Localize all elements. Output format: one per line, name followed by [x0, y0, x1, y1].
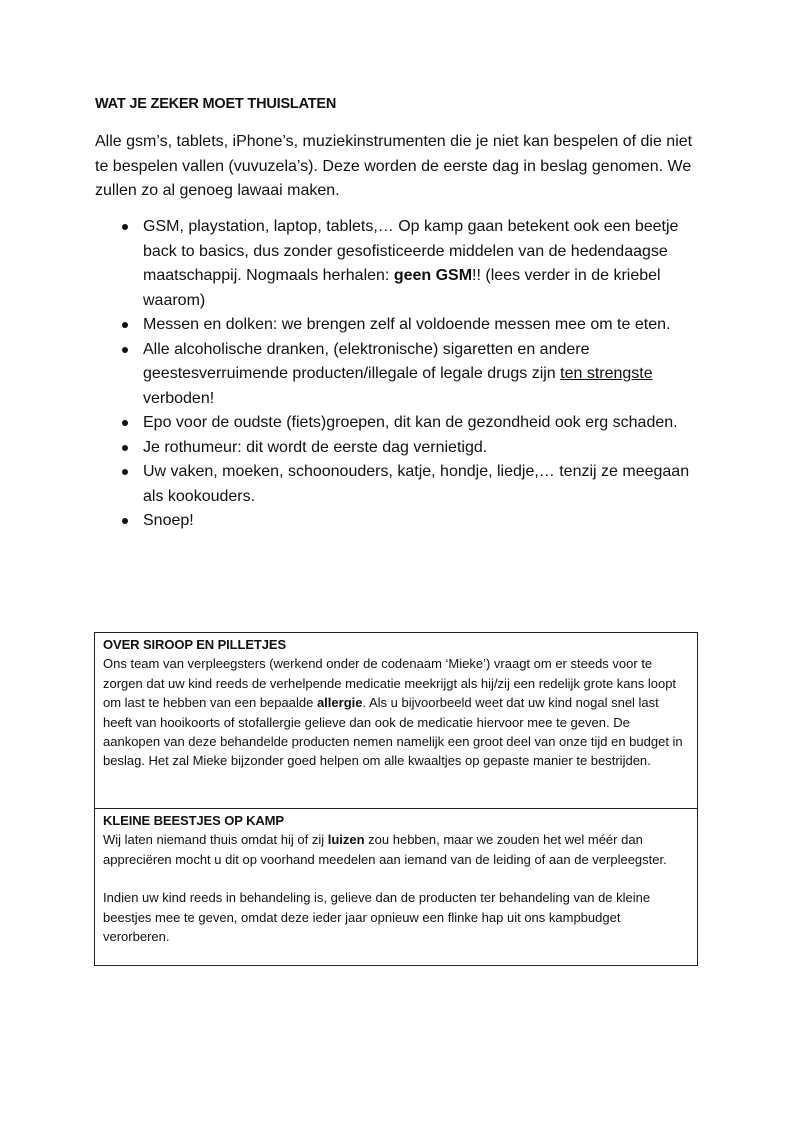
- forbidden-items-list: [122, 215, 697, 534]
- bullet-dot-icon: [122, 322, 128, 328]
- paragraph-gap: [103, 869, 689, 888]
- intro-paragraph: Alle gsm’s, tablets, iPhone’s, muziekinstrumenten die je niet kan bespelen of die niet te bespelen vallen (vuvuzela’s). Deze worden de eerste dag in beslag genomen. We zullen zo al genoeg lawaai maken.: [95, 133, 693, 199]
- info-box-beestjes: [94, 808, 698, 966]
- box-title: OVER SIROOP EN PILLETJES: [103, 637, 287, 652]
- box-text: Ons team van verpleegsters (werkend onder de codenaam ‘Mieke’) vraagt om er steeds voor te zorgen dat uw kind reeds de verhelpende medicatie meekrijgt als hij/zij een redelijk grote kans loopt om last te hebben van een bepaalde allergie. Als u bijvoorbeeld weet dat uw kind nogal snel last heeft van hooikoorts of stofallergie gelieve dan ook de medicatie hiervoor mee te geven. De aankopen van deze behandelde producten nemen namelijk een groot deel van onze tijd en budget in beslag. Het zal Mieke bijzonder goed helpen om alle kwaaltjes op gepaste manier te bestrijden.: [103, 656, 683, 769]
- emphasis-no-gsm: geen GSM: [393, 267, 473, 284]
- bullet-dot-icon: [122, 224, 128, 230]
- emphasis-luizen: luizen: [327, 832, 365, 848]
- section-heading: WAT JE ZEKER MOET THUISLATEN: [95, 96, 337, 112]
- box-text: Wij laten niemand thuis omdat hij of zij luizen zou hebben, maar we zouden het wel méér dan appreciëren mocht u dit op voorhand meedelen aan iemand van de leiding of aan de verpleegster.: [103, 832, 667, 867]
- list-item: Epo voor de oudste (fiets)groepen, dit kan de gezondheid ook erg schaden.: [122, 411, 697, 436]
- underlined-emphasis: ten strengste: [560, 365, 653, 382]
- list-item: GSM, playstation, laptop, tablets,… Op kamp gaan betekent ook een beetje back to basics, dus zonder gesofisticeerde middelen van de hedendaagse maatschappij. Nogmaals herhalen: geen GSM!! (lees verder in de kriebel waarom): [122, 215, 697, 313]
- list-item: Alle alcoholische dranken, (elektronische) sigaretten en andere geestesverruimende producten/illegale of legale drugs zijn ten strengste verboden!: [122, 338, 697, 412]
- bullet-dot-icon: [122, 347, 128, 353]
- list-item: Snoep!: [122, 509, 697, 534]
- box-title: KLEINE BEESTJES OP KAMP: [103, 813, 284, 828]
- bullet-dot-icon: [122, 445, 128, 451]
- box-text: Indien uw kind reeds in behandeling is, gelieve dan de producten ter behandeling van de kleine beestjes mee te geven, omdat deze ieder jaar opnieuw een flinke hap uit ons kampbudget verorberen.: [103, 890, 651, 945]
- emphasis-allergie: allergie: [316, 695, 363, 711]
- list-item: Messen en dolken: we brengen zelf al voldoende messen mee om te eten.: [122, 313, 697, 338]
- list-item: Je rothumeur: dit wordt de eerste dag vernietigd.: [122, 436, 697, 461]
- list-item: Uw vaken, moeken, schoonouders, katje, hondje, liedje,… tenzij ze meegaan als kookouders.: [122, 460, 697, 509]
- bullet-dot-icon: [122, 469, 128, 475]
- info-box-siroop: [94, 632, 698, 809]
- bullet-dot-icon: [122, 420, 128, 426]
- bullet-dot-icon: [122, 518, 128, 524]
